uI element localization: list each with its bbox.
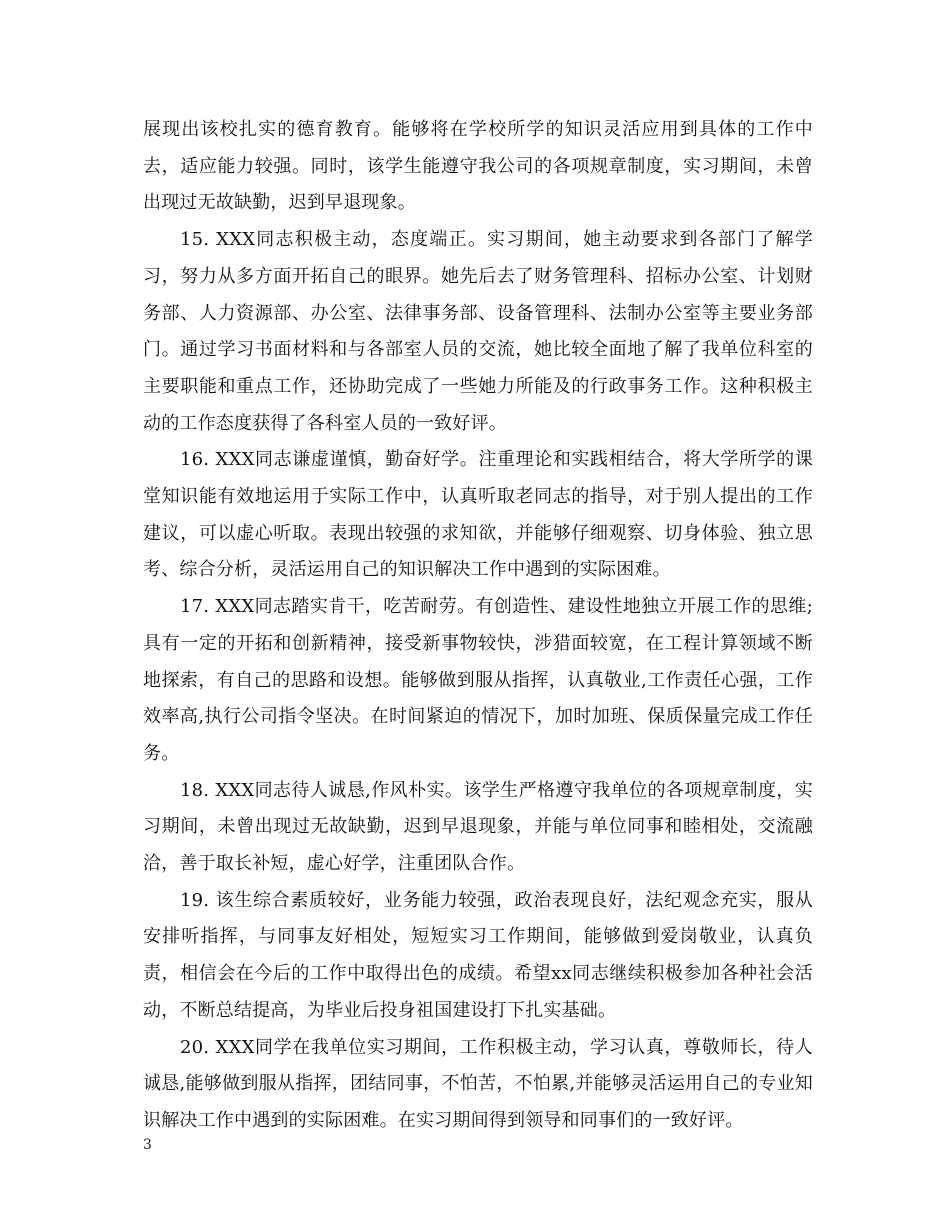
paragraph-item-16: 16. XXX同志谦虚谨慎，勤奋好学。注重理论和实践相结合，将大学所学的课堂知识能有效地运用于实际工作中，认真听取老同志的指导，对于别人提出的工作建议，可以虚心听取。表现出较强的求知欲，并能够仔细观察、切身体验、独立思考、综合分析，灵活运用自己的知识解决工作中遇到的实际困难。	[143, 449, 813, 581]
paragraph-item-17: 17. XXX同志踏实肯干，吃苦耐劳。有创造性、建设性地独立开展工作的思维;具有一定的开拓和创新精神，接受新事物较快，涉猎面较宽，在工程计算领域不断地探索，有自己的思路和设想。能够做到服从指挥，认真敬业,工作责任心强，工作效率高,执行公司指令坚决。在时间紧迫的情况下，加时加班、保质保量完成工作任务。	[143, 596, 813, 764]
paragraph-item-20: 20. XXX同学在我单位实习期间，工作积极主动，学习认真，尊敬师长，待人诚恳,能够做到服从指挥，团结同事，不怕苦，不怕累,并能够灵活运用自己的专业知识解决工作中遇到的实际困难。在实习期间得到领导和同事们的一致好评。	[143, 1036, 813, 1131]
paragraph-item-19: 19. 该生综合素质较好，业务能力较强，政治表现良好，法纪观念充实，服从安排听指挥，与同事友好相处，短短实习工作期间，能够做到爱岗敬业，认真负责，相信会在今后的工作中取得出色的成绩。希望xx同志继续积极参加各种社会活动，不断总结提高，为毕业后投身祖国建设打下扎实基础。	[143, 889, 813, 1021]
paragraph-item-18: 18. XXX同志待人诚恳,作风朴实。该学生严格遵守我单位的各项规章制度，实习期间，未曾出现过无故缺勤，迟到早退现象，并能与单位同事和睦相处，交流融洽，善于取长补短，虚心好学，注重团队合作。	[143, 779, 813, 875]
paragraph-item-15: 15. XXX同志积极主动，态度端正。实习期间，她主动要求到各部门了解学习，努力从多方面开拓自己的眼界。她先后去了财务管理科、招标办公室、计划财务部、人力资源部、办公室、法律事务部、设备管理科、法制办公室等主要业务部门。通过学习书面材料和与各部室人员的交流，她比较全面地了解了我单位科室的主要职能和重点工作，还协助完成了一些她力所能及的行政事务工作。这种积极主动的工作态度获得了各科室人员的一致好评。	[143, 229, 813, 434]
document-body	[143, 112, 813, 1140]
page-number: 3	[143, 1137, 152, 1153]
paragraph-continuation: 展现出该校扎实的德育教育。能够将在学校所学的知识灵活应用到具体的工作中去，适应能力较强。同时，该学生能遵守我公司的各项规章制度，实习期间，未曾出现过无故缺勤，迟到早退现象。	[143, 119, 813, 214]
